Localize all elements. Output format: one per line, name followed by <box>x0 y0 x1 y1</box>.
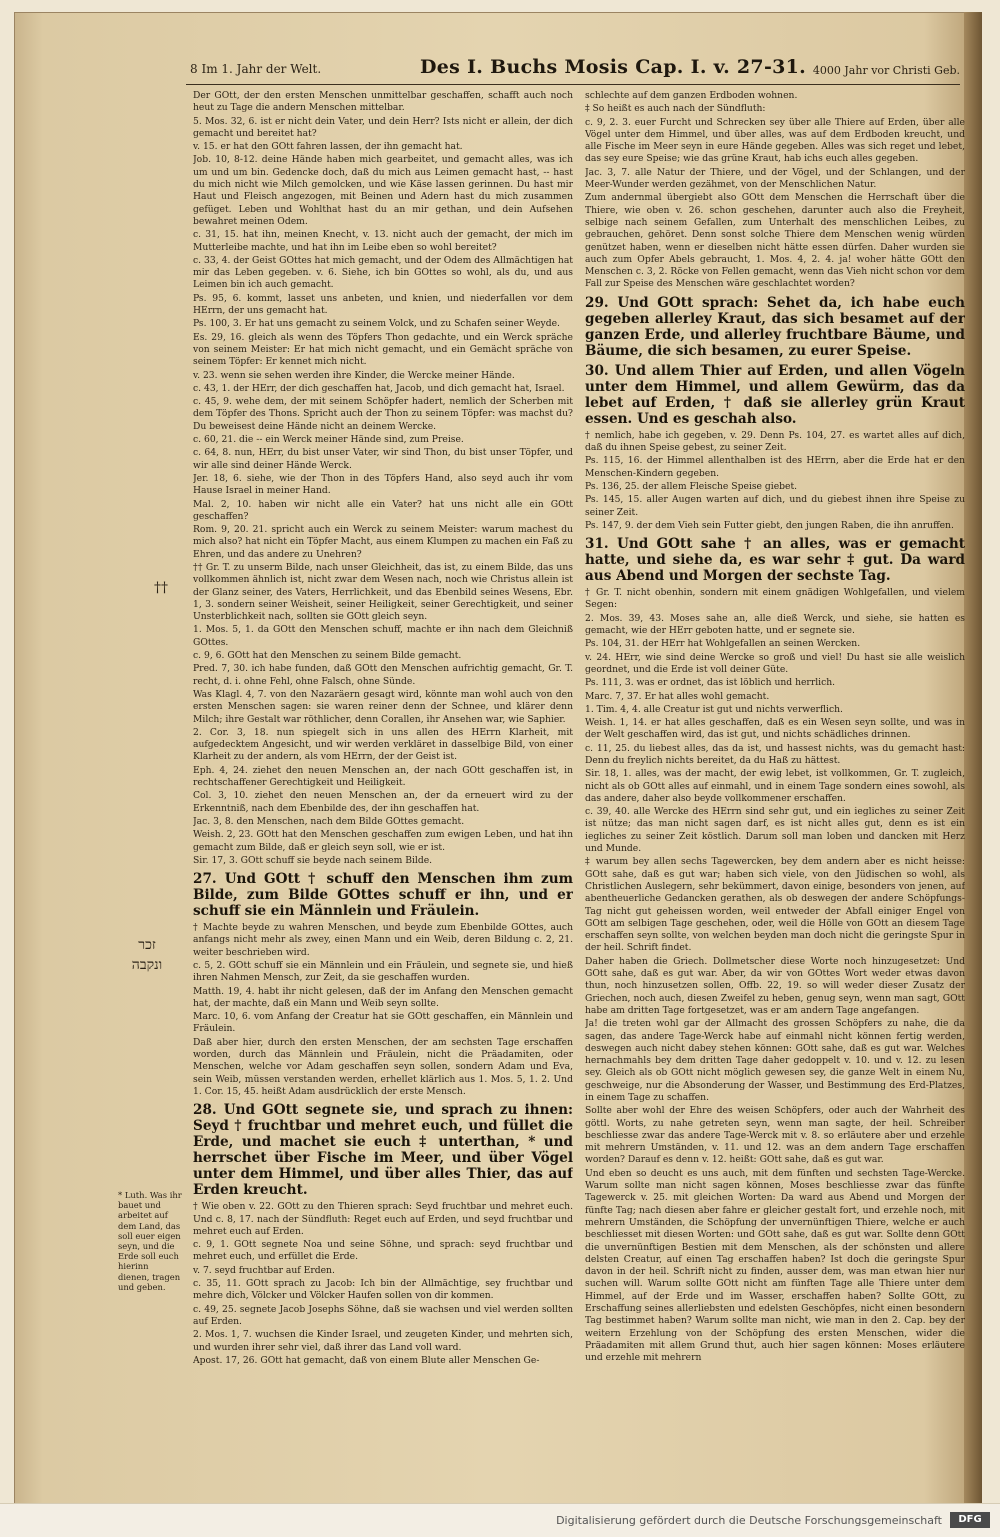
text-paragraph: Marc. 10, 6. vom Anfang der Creatur hat sie GOtt geschaffen, ein Männlein und Fräulein. <box>193 1011 573 1035</box>
text-paragraph: schlechte auf dem ganzen Erdboden wohnen. <box>585 90 798 101</box>
text-paragraph: v. 24. HErr, wie sind deine Wercke so groß und viel! Du hast sie alle weislich geordnet, und die Erde ist voll deiner Güte. <box>585 651 965 675</box>
text-paragraph: Apost. 17, 26. GOtt hat gemacht, daß von einem Blute aller Menschen Ge- <box>193 1354 540 1366</box>
text-paragraph: ‡ warum bey allen sechs Tagewercken, bey dem andern aber es nicht heisse: GOtt sahe, daß es gut war; haben sich viele, von den Jüdischen so wohl, als Christlichen Auslegern, sehr bekümmert, davon einige, besonders von jenen, auf abentheuerliche Gedancken gerathen, als ob deswegen der andere Schöpfungs-Tag nicht gut geheissen worden, weil entweder der Abfall einiger Engel von GOtt am selbigen Tage geschehen, oder, weil die Hölle von GOtt an diesem Tage erschaffen seyn sollte, von welchen beyden man doch nicht die geringste Spur in der heil. Schrift findet. <box>585 856 965 954</box>
text-paragraph: Jer. 18, 6. siehe, wie der Thon in des Töpfers Hand, also seyd auch ihr vom Hause Israel in meiner Hand. <box>193 472 573 497</box>
margin-luther-note: * Luth. Was ihr bauet und arbeitet auf dem Land, das soll euer eigen seyn, und die Erde soll euch hierinn dienen, tragen und geben. <box>118 1190 182 1292</box>
text-paragraph: v. 7. seyd fruchtbar auf Erden. <box>193 1264 335 1276</box>
text-paragraph: Der GOtt, der den ersten Menschen unmittelbar geschaffen, schafft auch noch heut zu Tage die andern Menschen mittelbar. <box>193 90 573 114</box>
text-paragraph: Jac. 3, 7. alle Natur der Thiere, und der Vögel, und der Schlangen, und der Meer-Wunder werden gezähmet, von der Menschlichen Natur. <box>585 166 965 191</box>
text-paragraph: † nemlich, habe ich gegeben, v. 29. Denn Ps. 104, 27. es wartet alles auf dich, daß du ihnen Speise gebest, zu seiner Zeit. <box>585 429 965 454</box>
text-paragraph: c. 33, 4. der Geist GOttes hat mich gemacht, und der Odem des Allmächtigen hat mir das Leben gegeben. v. 6. Siehe, ich bin GOttes so wohl, als du, und aus Leimen bin ich auch gemacht. <box>193 254 573 291</box>
text-paragraph: Ps. 95, 6. kommt, lasset uns anbeten, und knien, und niederfallen vor dem HErrn, der uns gemacht hat. <box>193 292 573 317</box>
text-paragraph: Ps. 145, 15. aller Augen warten auf dich, und du giebest ihnen ihre Speise zu seiner Zeit. <box>585 494 965 518</box>
text-paragraph: c. 35, 11. GOtt sprach zu Jacob: Ich bin der Allmächtige, sey fruchtbar und mehre dich, Völcker und Völcker Haufen sollen von dir kommen. <box>193 1278 573 1302</box>
header-right: 4000 Jahr vor Christi Geb. <box>812 64 960 77</box>
text-paragraph: Zum andernmal übergiebt also GOtt dem Menschen die Herrschaft über die Thiere, wie oben v. 26. schon geschehen, darunter auch also die Freyheit, selbige nach seinem Gefallen, zum Unterhalt des menschlichen Leibes, zu gebrauchen, gehöret. Denn sonst solche Thiere dem Menschen wenig würden genützet haben, wenn er dieselben nicht hätte essen dürfen. Daher wurden sie auch zum Opfer Abels gebraucht, 1. Mos. 4, 2. 4. ja! woher hätte GOtt den Menschen c. 3, 2. Röcke von Fellen gemacht, wenn das Vieh nicht schon vor dem Fall zur Speise des Menschen wäre geschlachtet worden? <box>585 192 965 290</box>
text-paragraph: c. 9, 6. GOtt hat den Menschen zu seinem Bilde gemacht. <box>193 650 462 662</box>
text-paragraph: Ps. 136, 25. der allem Fleische Speise giebet. <box>585 480 798 492</box>
text-paragraph: † Gr. T. nicht obenhin, sondern mit einem gnädigen Wohlgefallen, und vielem Segen: <box>585 587 965 611</box>
text-paragraph: c. 31, 15. hat ihn, meinen Knecht, v. 13. nicht auch der gemacht, der mich im Mutterleibe machte, und hat ihn im Leibe eben so wohl bereitet? <box>193 229 573 253</box>
right-column <box>585 90 965 1435</box>
text-paragraph: Daß aber hier, durch den ersten Menschen, der am sechsten Tage erschaffen worden, durch das Männlein und Fräulein, nicht die Präadamiten, oder Menschen, welche vor Adam geschaffen seyn sollen, sondern Adam und Eva, sein Weib, müssen verstanden werden, erhellet klärlich aus 1. Mos. 5, 1. 2. Und 1. Cor. 15, 45. heißt Adam ausdrücklich der erste Mensch. <box>193 1036 573 1097</box>
text-paragraph: c. 64, 8. nun, HErr, du bist unser Vater, wir sind Thon, du bist unser Töpfer, und wir alle sind deiner Hände Werck. <box>193 447 573 471</box>
text-paragraph: v. 23. wenn sie sehen werden ihre Kinder, die Wercke meiner Hände. <box>193 369 515 381</box>
text-paragraph: c. 9, 1. GOtt segnete Noa und seine Söhne, und sprach: seyd fruchtbar und mehret euch, und erfüllet die Erde. <box>193 1239 573 1263</box>
text-paragraph: † Machte beyde zu wahren Menschen, und beyde zum Ebenbilde GOttes, auch anfangs nicht mehr als zwey, einen Mann und ein Weib, deren Bildung c. 2, 21. weiter beschrieben wird. <box>193 922 573 958</box>
text-paragraph: Matth. 19, 4. habt ihr nicht gelesen, daß der im Anfang den Menschen gemacht hat, der machte, daß ein Mann und Weib seyn sollte. <box>193 985 573 1009</box>
text-paragraph: Ps. 111, 3. was er ordnet, das ist löblich und herrlich. <box>585 677 836 689</box>
text-paragraph: v. 15. er hat den GOtt fahren lassen, der ihn gemacht hat. <box>193 141 463 153</box>
text-paragraph: 29. Und GOtt sprach: Sehet da, ich habe euch gegeben allerley Kraut, das sich besamet auf der ganzen Erde, und allerley fruchtbare Bäume, und Bäume, die sich besamen, zu eurer Speise. <box>585 294 965 359</box>
text-paragraph: Daher haben die Griech. Dollmetscher diese Worte noch hinzugesetzet: Und GOtt sahe, daß es gut war. Aber, da wir von GOttes Wort weder etwas davon thun, noch hinzusetzen sollen, Offb. 22, 19. so will weder dieser Zusatz der Griechen, noch auch, diesen Zweifel zu heben, genug seyn, wenn man sagt, GOtt habe am dritten Tage fortgesetzet, was er am andern Tage angefangen. <box>585 955 965 1016</box>
text-paragraph: c. 39, 40. alle Wercke des HErrn sind sehr gut, und ein iegliches zu seiner Zeit ist nütze; das man nicht sagen darf, es ist nicht alles gut, denn es ist ein iegliches zu seiner Zeit köstlich. Darum soll man loben und dancken mit Herz und Munde. <box>585 806 965 855</box>
text-paragraph: Und eben so deucht es uns auch, mit dem fünften und sechsten Tage-Wercke. Warum sollte man nicht sagen können, Moses beschliesse zwar das fünfte Tagewerck v. 25. mit gleichen Worten: Da ward aus Abend und Morgen der fünfte Tag; nach diesen aber fahre er gleicher gestalt fort, und erzehle noch, mit mehrern Umständen, die Schöpfung der unvernünftigen Thiere, welche er auch beschliesset mit diesen Worten: und GOtt sahe, daß es gut war. Sollte denn GOtt die unvernünftigen Bestien mit dem Menschen, als der schönsten und allere delsten Creatur, auf einen Tag erschaffen haben? Ist doch die geringste Spur davon in der heil. Schrift nicht zu finden, ausser dem, was man etwan hier nur suchen will. Warum sollte GOtt nicht am fünften Tage alle Thiere unter dem Himmel, auf der Erde und im Wasser, erschaffen haben? Sollte GOtt, zu Erschaffung seines allerliebsten und edelsten Geschöpfes, nicht einen besondern Tag bestimmet haben? Warum sollte man nicht, wie man in den 2. Cap. bey der weitern Erzehlung von der Schöpfung des ersten Menschen, wider die Präadamiten mit allem Grund thut, auch hier sagen können: Moses erläutere und erzehle mit mehrern <box>585 1167 965 1364</box>
text-paragraph: Es. 29, 16. gleich als wenn des Töpfers Thon gedachte, und ein Werck spräche von seinem Meister: Er hat mich nicht gemacht, und ein Gemächt spräche von seinem Töpfer: Er kennet mich nicht. <box>193 331 573 368</box>
text-paragraph: ‡ So heißt es auch nach der Sündfluth: <box>585 103 766 115</box>
text-paragraph: Sollte aber wohl der Ehre des weisen Schöpfers, oder auch der Wahrheit des göttl. Worts, zu nahe getreten seyn, wenn man sagte, der heil. Schreiber beschliesse zwar das andere Tage-Werck mit v. 8. so erläutere aber und erzehle mit mehrern Umständen, v. 11. und 12. was an dem andern Tage erschaffen worden? Darauf es denn v. 12. heißt: GOtt sahe, daß es gut war. <box>585 1105 965 1166</box>
footer-bar <box>0 1503 1000 1537</box>
text-paragraph: Ps. 104, 31. der HErr hat Wohlgefallen an seinen Wercken. <box>585 638 861 650</box>
funding-notice: Digitalisierung gefördert durch die Deutsche Forschungsgemeinschaft <box>556 1514 942 1527</box>
margin-hebrew: זכר ונקבה <box>131 937 163 973</box>
text-paragraph: Ps. 115, 16. der Himmel allenthalben ist des HErrn, aber die Erde hat er den Menschen-Kindern gegeben. <box>585 455 965 479</box>
text-paragraph: Marc. 7, 37. Er hat alles wohl gemacht. <box>585 690 770 702</box>
book-spine <box>964 12 982 1504</box>
text-paragraph: c. 9, 2. 3. euer Furcht und Schrecken sey über alle Thiere auf Erden, über alle Vögel unter dem Himmel, und über alles, was auf dem Erdboden kreucht, und alle Fische im Meer seyn in eure Hände gegeben. Alles was sich reget und lebet, das sey eure Speise; wie das grüne Kraut, hab ichs euch alles gegeben. <box>585 116 965 165</box>
text-paragraph: 28. Und GOtt segnete sie, und sprach zu ihnen: Seyd † fruchtbar und mehret euch, und füllet die Erde, und machet sie euch ‡ unterthan, * und herrschet über Fische im Meer, und über Vögel unter dem Himmel, und über alles Thier, das auf Erden kreucht. <box>193 1102 573 1199</box>
text-paragraph: c. 45, 9. wehe dem, der mit seinem Schöpfer hadert, nemlich der Scherben mit dem Töpfer des Thons. Spricht auch der Thon zu seinem Töpfer: was machst du? Du beweisest deine Hände nicht an deinem Wercke. <box>193 396 573 432</box>
header-rule <box>186 84 960 85</box>
header-left: 8 Im 1. Jahr der Welt. <box>190 62 322 76</box>
text-paragraph: † Wie oben v. 22. GOtt zu den Thieren sprach: Seyd fruchtbar und mehret euch. Und c. 8, 17. nach der Sündfluth: Reget euch auf Erden, und seyd fruchtbar und mehret euch auf Erden. <box>193 1201 573 1237</box>
text-paragraph: Pred. 7, 30. ich habe funden, daß GOtt den Menschen aufrichtig gemacht, Gr. T. recht, d. i. ohne Fehl, ohne Falsch, ohne Sünde. <box>193 663 573 687</box>
text-paragraph: 1. Mos. 5, 1. da GOtt den Menschen schuff, machte er ihn nach dem Gleichniß GOttes. <box>193 624 573 648</box>
text-paragraph: Sir. 17, 3. GOtt schuff sie beyde nach seinem Bilde. <box>193 854 433 866</box>
text-paragraph: Weish. 1, 14. er hat alles geschaffen, daß es ein Wesen seyn sollte, und was in der Welt geschaffen wird, das ist gut, und nichts schädliches drinnen. <box>585 717 965 741</box>
text-paragraph: 2. Cor. 3, 18. nun spiegelt sich in uns allen des HErrn Klarheit, mit aufgedecktem Angesicht, und wir werden verkläret in dasselbige Bild, von einer Klarheit zu der andern, als vom HErrn, der der Geist ist. <box>193 726 573 763</box>
text-paragraph: Weish. 2, 23. GOtt hat den Menschen geschaffen zum ewigen Leben, und hat ihn gemacht zum Bilde, daß er gleich seyn soll, wie er ist. <box>193 829 573 853</box>
text-paragraph: c. 5, 2. GOtt schuff sie ein Männlein und ein Fräulein, und segnete sie, und hieß ihren Nahmen Mensch, zur Zeit, da sie geschaffen wurden. <box>193 960 573 984</box>
dfg-logo: DFG <box>950 1512 990 1528</box>
text-paragraph: 2. Mos. 1, 7. wuchsen die Kinder Israel, und zeugeten Kinder, und mehrten sich, und wurden ihrer sehr viel, daß ihrer das Land voll ward. <box>193 1329 573 1353</box>
text-paragraph: Ps. 100, 3. Er hat uns gemacht zu seinem Volck, und zu Schafen seiner Weyde. <box>193 318 560 330</box>
text-paragraph: 5. Mos. 32, 6. ist er nicht dein Vater, und dein Herr? Ists nicht er allein, der dich gemacht und bereitet hat? <box>193 115 573 139</box>
text-paragraph: Was Klagl. 4, 7. von den Nazaräern gesagt wird, könnte man wohl auch von den ersten Menschen sagen: sie waren reiner denn der Schnee, und klärer denn Milch; ihre Gestalt war röthlicher, denn Corallen, ihr Ansehen war, wie Saphier. <box>193 688 573 725</box>
header-title: Des I. Buchs Mosis Cap. I. v. 27-31. <box>420 56 807 78</box>
text-paragraph: Mal. 2, 10. haben wir nicht alle ein Vater? hat uns nicht alle ein GOtt geschaffen? <box>193 498 573 522</box>
text-paragraph: 2. Mos. 39, 43. Moses sahe an, alle dieß Werck, und siehe, sie hatten es gemacht, wie der HErr geboten hatte, und er segnete sie. <box>585 612 965 637</box>
text-paragraph: c. 43, 1. der HErr, der dich geschaffen hat, Jacob, und dich gemacht hat, Israel. <box>193 382 565 394</box>
margin-dagger: †† <box>154 580 168 596</box>
text-paragraph: Job. 10, 8-12. deine Hände haben mich gearbeitet, und gemacht alles, was ich um und um bin. Gedencke doch, daß du mich aus Leimen gemacht hast, -- hast du mich nicht wie Milch gemolcken, und wie Käse lassen gerinnen. Du hast mir Haut und Fleisch angezogen, mit Beinen und Adern hast du mich zusammen gefüget. Leben und Wohlthat hast du an mir gethan, und dein Aufsehen bewahret meinen Odem. <box>193 154 573 227</box>
text-paragraph: c. 11, 25. du liebest alles, das da ist, und hassest nichts, was du gemacht hast: Denn du freylich nichts bereitet, da du Haß zu hättest. <box>585 742 965 766</box>
text-paragraph: Sir. 18, 1. alles, was der macht, der ewig lebet, ist vollkommen, Gr. T. zugleich, nicht als ob GOtt alles auf einmahl, und in einem Tage sondern eines sowohl, als das andere, daher also beyde vollkommener erschaffen. <box>585 768 965 804</box>
text-paragraph: Rom. 9, 20. 21. spricht auch ein Werck zu seinem Meister: warum machest du mich also? hat nicht ein Töpfer Macht, aus einem Klumpen zu machen ein Faß zu Ehren, und das andere zu Unehren? <box>193 524 573 560</box>
text-paragraph: 30. Und allem Thier auf Erden, und allen Vögeln unter dem Himmel, und allem Gewürm, das da lebet auf Erden, † daß sie allerley grün Kraut essen. Und es geschah also. <box>585 362 965 427</box>
text-paragraph: c. 49, 25. segnete Jacob Josephs Söhne, daß sie wachsen und viel werden sollten auf Erden. <box>193 1303 573 1327</box>
text-paragraph: Col. 3, 10. ziehet den neuen Menschen an, der da erneuert wird zu der Erkenntniß, nach dem Ebenbilde des, der ihn geschaffen hat. <box>193 790 573 814</box>
text-paragraph: 1. Tim. 4, 4. alle Creatur ist gut und nichts verwerflich. <box>585 703 843 715</box>
text-paragraph: 27. Und GOtt † schuff den Menschen ihm zum Bilde, zum Bilde GOttes schuff er ihn, und er schuff sie ein Männlein und Fräulein. <box>193 871 573 920</box>
text-paragraph: Eph. 4, 24. ziehet den neuen Menschen an, der nach GOtt geschaffen ist, in rechtschaffener Gerechtigkeit und Heiligkeit. <box>193 764 573 789</box>
text-paragraph: c. 60, 21. die -- ein Werck meiner Hände sind, zum Preise. <box>193 434 464 446</box>
text-paragraph: Ps. 147, 9. der dem Vieh sein Futter giebt, den jungen Raben, die ihn anruffen. <box>585 519 954 531</box>
text-paragraph: Ja! die treten wohl gar der Allmacht des grossen Schöpfers zu nahe, die da sagen, das andere Tage-Werck habe auf einmahl nicht können fertig werden, deswegen auch nicht dabey stehen können: GOtt sahe, daß es gut war. Welches hernachmahls bey dem dritten Tage daher gedoppelt v. 10. und v. 12. zu lesen sey. Gleich als ob GOtt nicht möglich gewesen sey, die ganze Welt in einem Nu, geschweige, nur die Absonderung der Wasser, und Bestimmung des Erd-Platzes, in einem Tage zu schaffen. <box>585 1018 965 1103</box>
text-paragraph: 31. Und GOtt sahe † an alles, was er gemacht hatte, und siehe da, es war sehr ‡ gut. Da ward aus Abend und Morgen der sechste Tag. <box>585 536 965 585</box>
text-paragraph: †† Gr. T. zu unserm Bilde, nach unser Gleichheit, das ist, zu einem Bilde, das uns vollkommen ähnlich ist, nicht zwar dem Wesen nach, noch wie Christus allein ist der Glanz seiner, des Vaters, Herrlichkeit, und das Ebenbild seines Wesens, Ebr. 1, 3. sondern seiner Weisheit, seiner Heiligkeit, seiner Gerechtigkeit, und seiner Unsterblichkeit nach, sollten sie GOtt gleich seyn. <box>193 561 573 623</box>
text-paragraph: Jac. 3, 8. den Menschen, nach dem Bilde GOttes gemacht. <box>193 815 465 827</box>
left-column <box>193 90 573 1435</box>
page-header <box>180 56 960 86</box>
